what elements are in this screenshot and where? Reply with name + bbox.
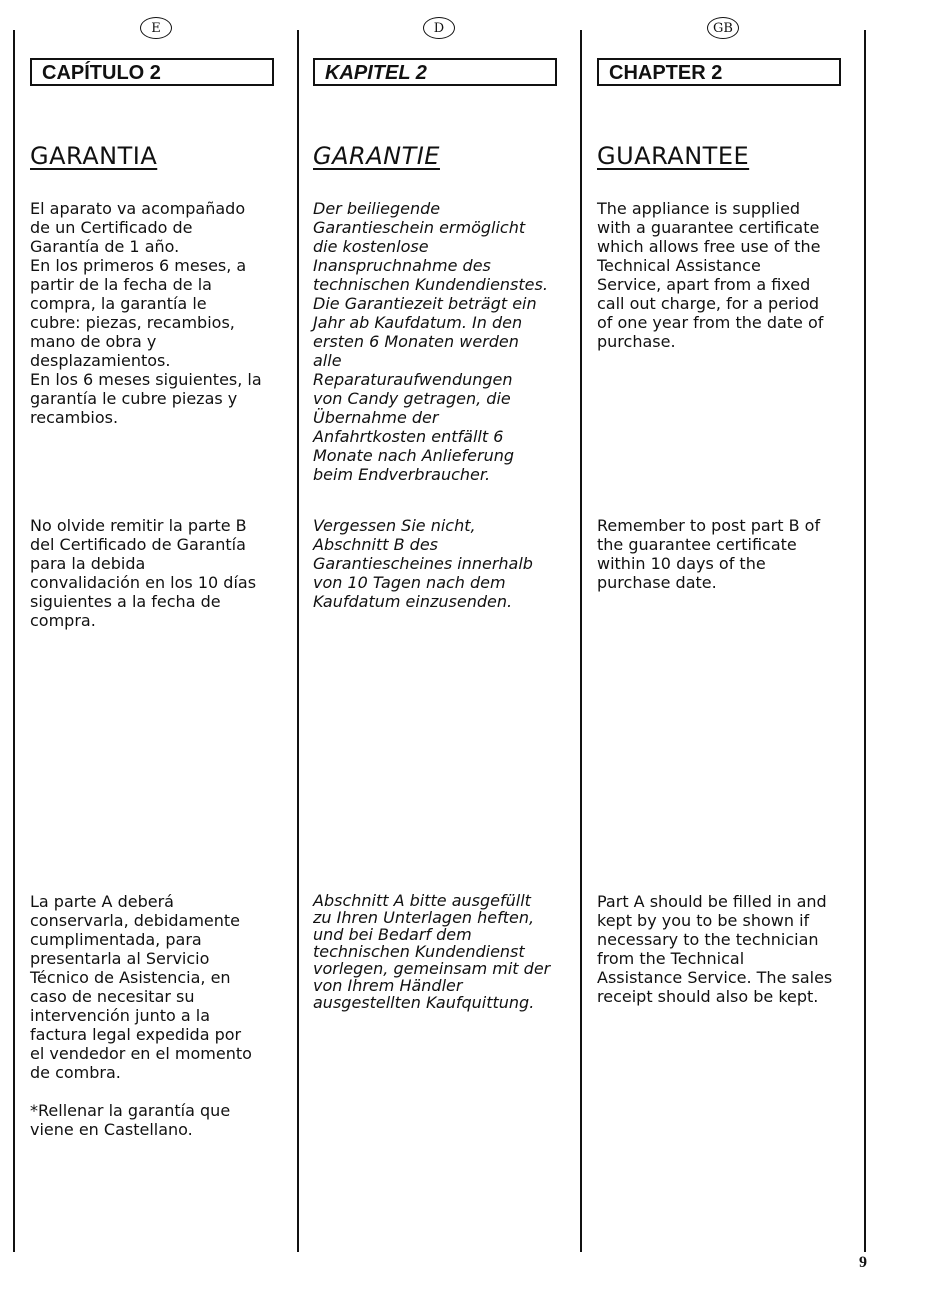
paragraph: Remember to post part B of the guarantee certificate within 10 days of the purchase date. [597, 516, 821, 592]
page-number: 9 [859, 1254, 867, 1271]
column-rule-middle-left [297, 30, 299, 1252]
paragraph: Abschnitt A bitte ausgefüllt zu Ihren Unterlagen heften, und bei Bedarf dem technischen Kundendienst vorlegen, gemeinsam mit der von Ihrem Händler ausgestellten Kaufquittung. [313, 891, 551, 1012]
section-heading: GUARANTEE [597, 142, 750, 170]
section-heading: GARANTIA [30, 142, 158, 170]
section-heading: GARANTIE [313, 142, 440, 170]
flag-label: E [140, 17, 172, 39]
column-german [313, 0, 565, 1299]
flag-label: GB [707, 17, 739, 39]
chapter-title: CAPÍTULO 2 [30, 58, 274, 86]
paragraph: *Rellenar la garantía que viene en Castellano. [30, 1101, 231, 1139]
column-english [597, 0, 849, 1299]
paragraph: The appliance is supplied with a guarantee certificate which allows free use of the Technical Assistance Service, apart from a fixed call out charge, for a period of one year from the date of purchase. [597, 199, 824, 351]
column-rule-middle-right [580, 30, 582, 1252]
flag-badge [597, 16, 849, 40]
paragraph: No olvide remitir la parte B del Certificado de Garantía para la debida convalidación en los 10 días siguientes a la fecha de compra. [30, 516, 257, 630]
chapter-title: KAPITEL 2 [313, 58, 557, 86]
paragraph: Der beiliegende Garantieschein ermöglicht die kostenlose Inanspruchnahme des technischen Kundendienstes. Die Garantiezeit beträgt ein Jahr ab Kaufdatum. In den ersten 6 Monaten werden alle Reparaturaufwendungen von Candy getragen, die Übernahme der Anfahrtkosten entfällt 6 Monate nach Anlieferung beim Endverbraucher. [313, 199, 548, 484]
column-spanish [30, 0, 282, 1299]
column-rule-left [13, 30, 15, 1252]
flag-label: D [423, 17, 455, 39]
paragraph: El aparato va acompañado de un Certificado de Garantía de 1 año. En los primeros 6 meses, a partir de la fecha de la compra, la garantía le cubre: piezas, recambios, mano de obra y desplazamientos. En los 6 meses siguientes, la garantía le cubre piezas y recambios. [30, 199, 262, 427]
flag-badge [313, 16, 565, 40]
column-rule-right [864, 30, 866, 1252]
paragraph: Part A should be filled in and kept by you to be shown if necessary to the technician from the Technical Assistance Service. The sales receipt should also be kept. [597, 892, 833, 1006]
paragraph: Vergessen Sie nicht, Abschnitt B des Garantiescheines innerhalb von 10 Tagen nach dem Kaufdatum einzusenden. [313, 516, 533, 611]
paragraph: La parte A deberá conservarla, debidamente cumplimentada, para presentarla al Servicio Técnico de Asistencia, en caso de necesitar su intervención junto a la factura legal expedida por el vendedor en el momento de combra. [30, 892, 252, 1082]
flag-badge [30, 16, 282, 40]
chapter-title: CHAPTER 2 [597, 58, 841, 86]
